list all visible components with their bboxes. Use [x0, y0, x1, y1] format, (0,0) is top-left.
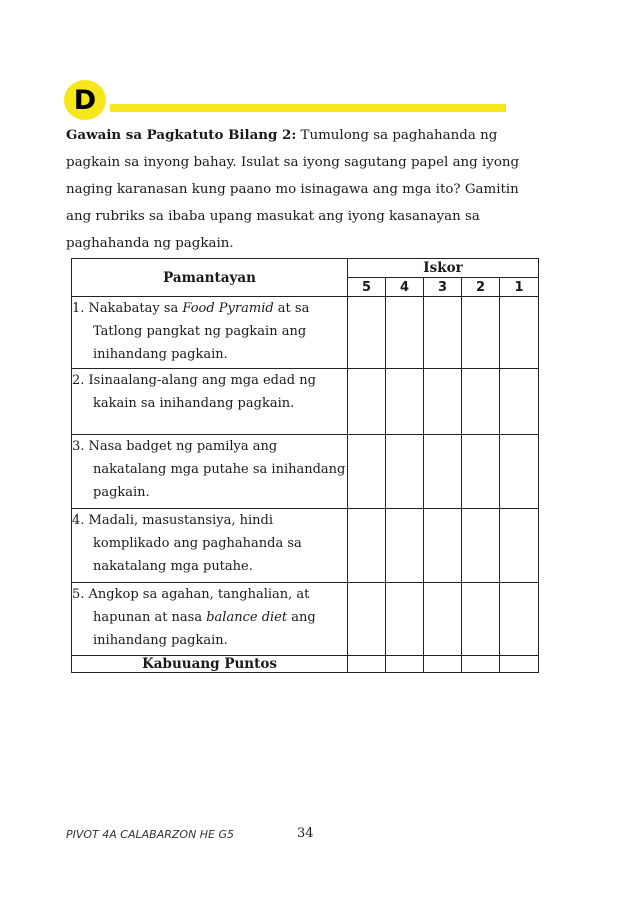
activity-instructions — [66, 122, 548, 257]
page-number: 34 — [297, 826, 314, 841]
score-cell[interactable] — [386, 297, 424, 369]
score-cell[interactable] — [462, 583, 500, 656]
score-level-2: 2 — [462, 278, 500, 297]
score-cell[interactable] — [348, 297, 386, 369]
score-cell[interactable] — [500, 297, 539, 369]
criterion-text-continued — [72, 606, 347, 652]
criterion-number: 3. — [72, 439, 85, 454]
score-cell[interactable] — [348, 583, 386, 656]
rubric-table — [71, 258, 539, 673]
criterion-number: 4. — [72, 513, 85, 528]
score-cell[interactable] — [424, 297, 462, 369]
score-cell[interactable] — [462, 509, 500, 583]
criterion-text: Isinaalang-alang ang mga edad ng — [88, 373, 316, 388]
criterion-text-continued: Tatlong pangkat ng pagkain ang inihandang pagkain. — [93, 324, 307, 362]
total-label: Kabuuang Puntos — [72, 656, 348, 673]
section-underline — [110, 104, 506, 112]
criterion-text-continued: nakatalang mga putahe sa inihandang pagkain. — [93, 462, 346, 500]
criterion-2 — [72, 369, 348, 435]
score-cell[interactable] — [500, 509, 539, 583]
score-cell[interactable] — [386, 583, 424, 656]
table-row — [72, 509, 539, 583]
activity-body: Tumulong sa paghahanda ng pagkain sa inyong bahay. Isulat sa iyong sagutang papel ang iyong naging karanasan kung paano mo isinagawa ang mga ito? Gamitin ang rubriks sa ibaba upang masukat ang iyong kasanayan sa paghahanda ng pagkain. — [66, 128, 520, 251]
score-level-3: 3 — [424, 278, 462, 297]
criterion-5 — [72, 583, 348, 656]
criterion-text: ang inihandang pagkain. — [93, 610, 316, 648]
criterion-text: at sa — [273, 301, 310, 316]
total-row — [72, 656, 539, 673]
score-cell[interactable] — [424, 369, 462, 435]
section-badge — [64, 80, 106, 120]
criteria-header: Pamantayan — [72, 259, 348, 297]
total-cell[interactable] — [386, 656, 424, 673]
criterion-emphasis: Food Pyramid — [182, 301, 274, 316]
criterion-text-continued: komplikado ang paghahanda sa nakatalang mga putahe. — [93, 536, 302, 574]
criterion-1 — [72, 297, 348, 369]
criterion-text: Nasa badget ng pamilya ang — [88, 439, 278, 454]
score-cell[interactable] — [348, 509, 386, 583]
score-cell[interactable] — [348, 369, 386, 435]
criterion-4 — [72, 509, 348, 583]
criterion-text: Angkop sa agahan, tanghalian, at — [88, 587, 310, 602]
criterion-number: 1. — [72, 301, 85, 316]
score-cell[interactable] — [462, 297, 500, 369]
score-header: Iskor — [348, 259, 539, 278]
criterion-text: Madali, masustansiya, hindi — [88, 513, 273, 528]
table-row — [72, 583, 539, 656]
score-cell[interactable] — [462, 369, 500, 435]
criterion-text: Nakabatay sa — [88, 301, 183, 316]
criterion-text: hapunan at nasa — [93, 610, 207, 625]
criterion-emphasis: balance diet — [206, 610, 288, 625]
score-cell[interactable] — [386, 509, 424, 583]
activity-title: Gawain sa Pagkatuto Bilang 2: — [66, 127, 297, 143]
score-level-4: 4 — [386, 278, 424, 297]
score-cell[interactable] — [462, 435, 500, 509]
section-letter: D — [73, 84, 97, 116]
score-cell[interactable] — [500, 435, 539, 509]
table-row — [72, 435, 539, 509]
total-cell[interactable] — [500, 656, 539, 673]
score-cell[interactable] — [500, 369, 539, 435]
score-cell[interactable] — [386, 435, 424, 509]
total-cell[interactable] — [348, 656, 386, 673]
criterion-number: 2. — [72, 373, 85, 388]
table-row — [72, 369, 539, 435]
criterion-text-continued: kakain sa inihandang pagkain. — [93, 396, 295, 411]
score-cell[interactable] — [424, 583, 462, 656]
score-cell[interactable] — [424, 435, 462, 509]
score-level-5: 5 — [348, 278, 386, 297]
total-cell[interactable] — [424, 656, 462, 673]
score-cell[interactable] — [424, 509, 462, 583]
total-cell[interactable] — [462, 656, 500, 673]
criterion-3 — [72, 435, 348, 509]
table-row — [72, 297, 539, 369]
score-cell[interactable] — [348, 435, 386, 509]
footer-source: PIVOT 4A CALABARZON HE G5 — [66, 828, 235, 841]
score-cell[interactable] — [386, 369, 424, 435]
score-cell[interactable] — [500, 583, 539, 656]
score-level-1: 1 — [500, 278, 539, 297]
criterion-number: 5. — [72, 587, 85, 602]
